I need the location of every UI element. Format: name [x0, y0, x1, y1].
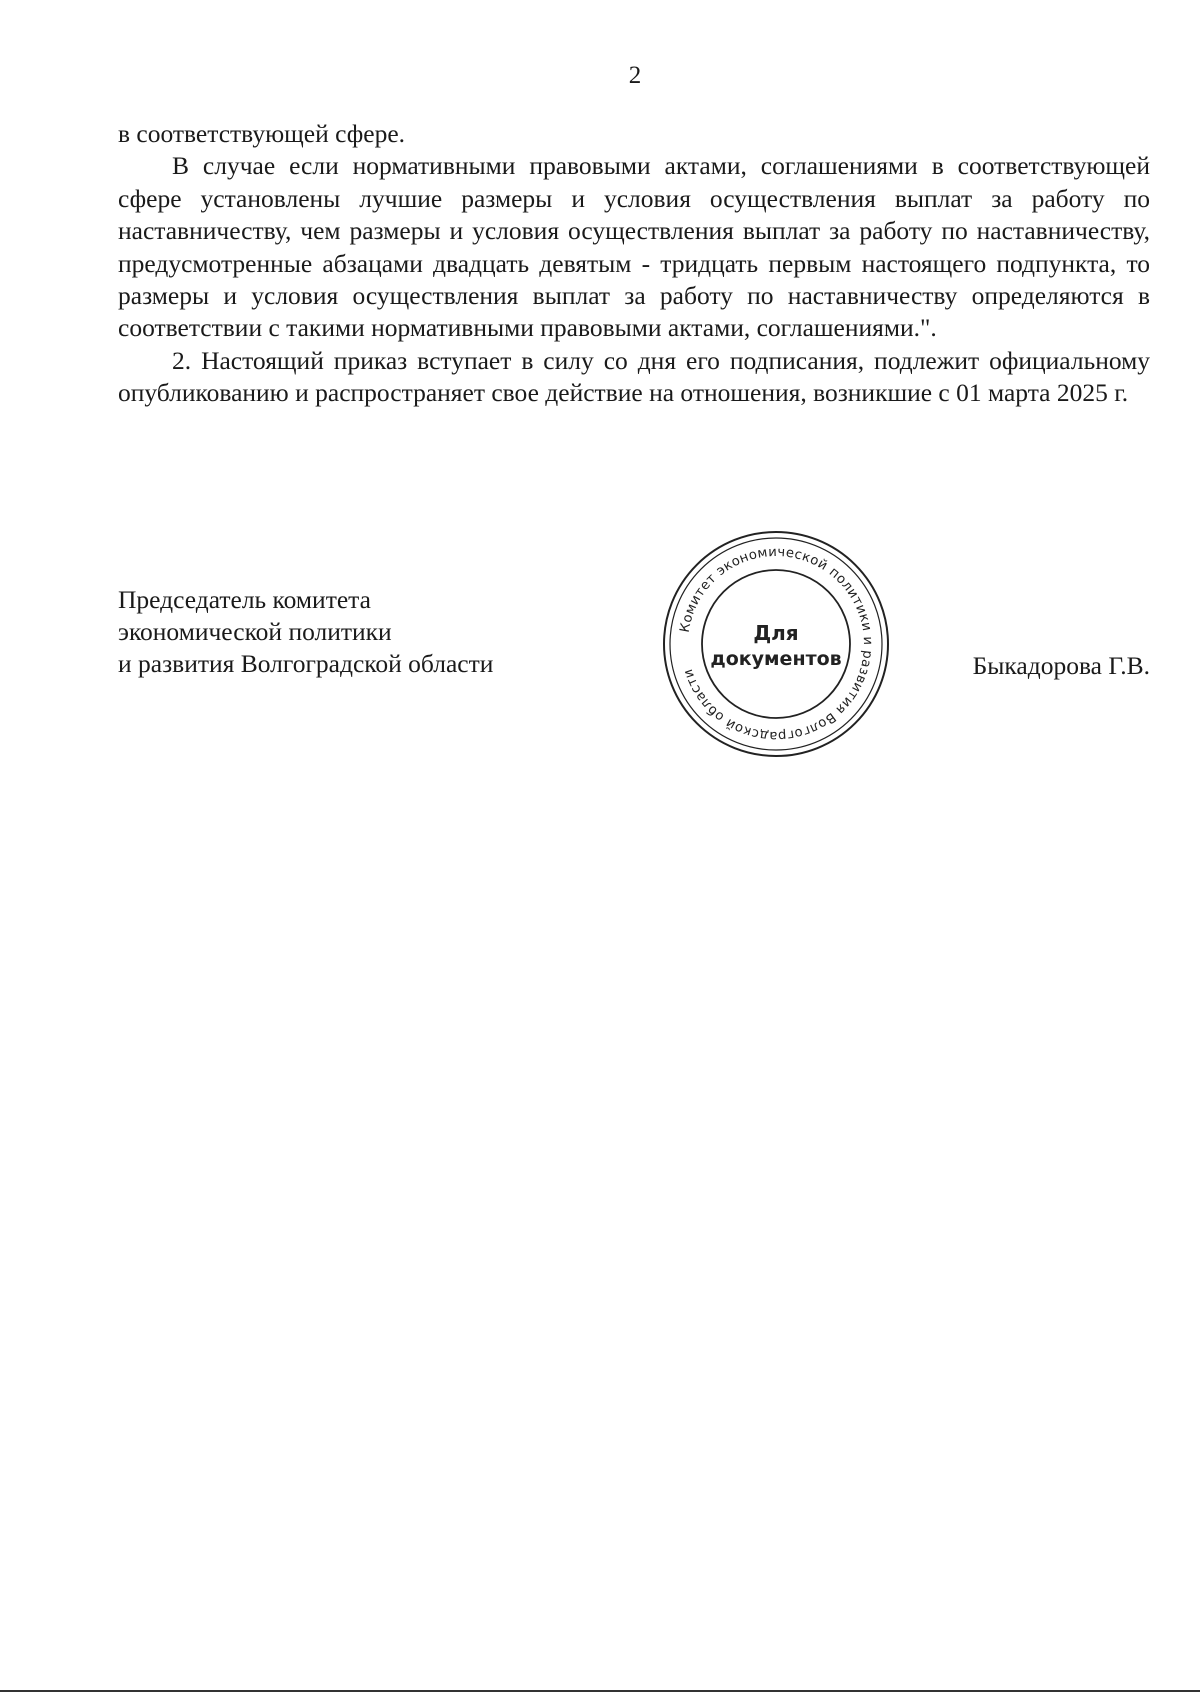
signatory-title-line: Председатель комитета [118, 585, 371, 614]
stamp-center-line-2: документов [710, 648, 842, 670]
signatory-title-line: экономической политики [118, 617, 392, 646]
page-number: 2 [628, 62, 642, 89]
stamp-ring-text: Комитет экономической политики и развития Волгоградской области [677, 544, 876, 744]
page-bottom-edge [0, 1690, 1200, 1692]
official-stamp [660, 528, 892, 760]
paragraph-mentoring-payments: В случае если нормативными правовыми актами, соглашениями в соответствующей сфере установлены лучшие размеры и условия осуществления выплат за работу по наставничеству, чем размеры и условия осуществления выплат за работу по наставничеству, предусмотренные абзацами двадцать девятым - тридцать первым настоящего подпункта, то размеры и условия осуществления выплат за работу по наставничеству определяются в соответствии с такими нормативными правовыми актами, соглашениями.". [118, 151, 1150, 343]
paragraph-effective-date: 2. Настоящий приказ вступает в силу со дня его подписания, подлежит официальному опубликованию и распространяет свое действие на отношения, возникшие с 01 марта 2025 г. [118, 345, 1150, 408]
signatory-name: Быкадорова Г.В. [972, 651, 1150, 680]
stamp-seal-graphic [660, 528, 892, 760]
stamp-center-line-1: Для [753, 621, 799, 645]
signatory-title [118, 584, 493, 680]
paragraph-continuation: в соответствующей сфере. [118, 119, 406, 148]
signatory-title-line: и развития Волгоградской области [118, 649, 494, 678]
document-body [118, 118, 1150, 410]
